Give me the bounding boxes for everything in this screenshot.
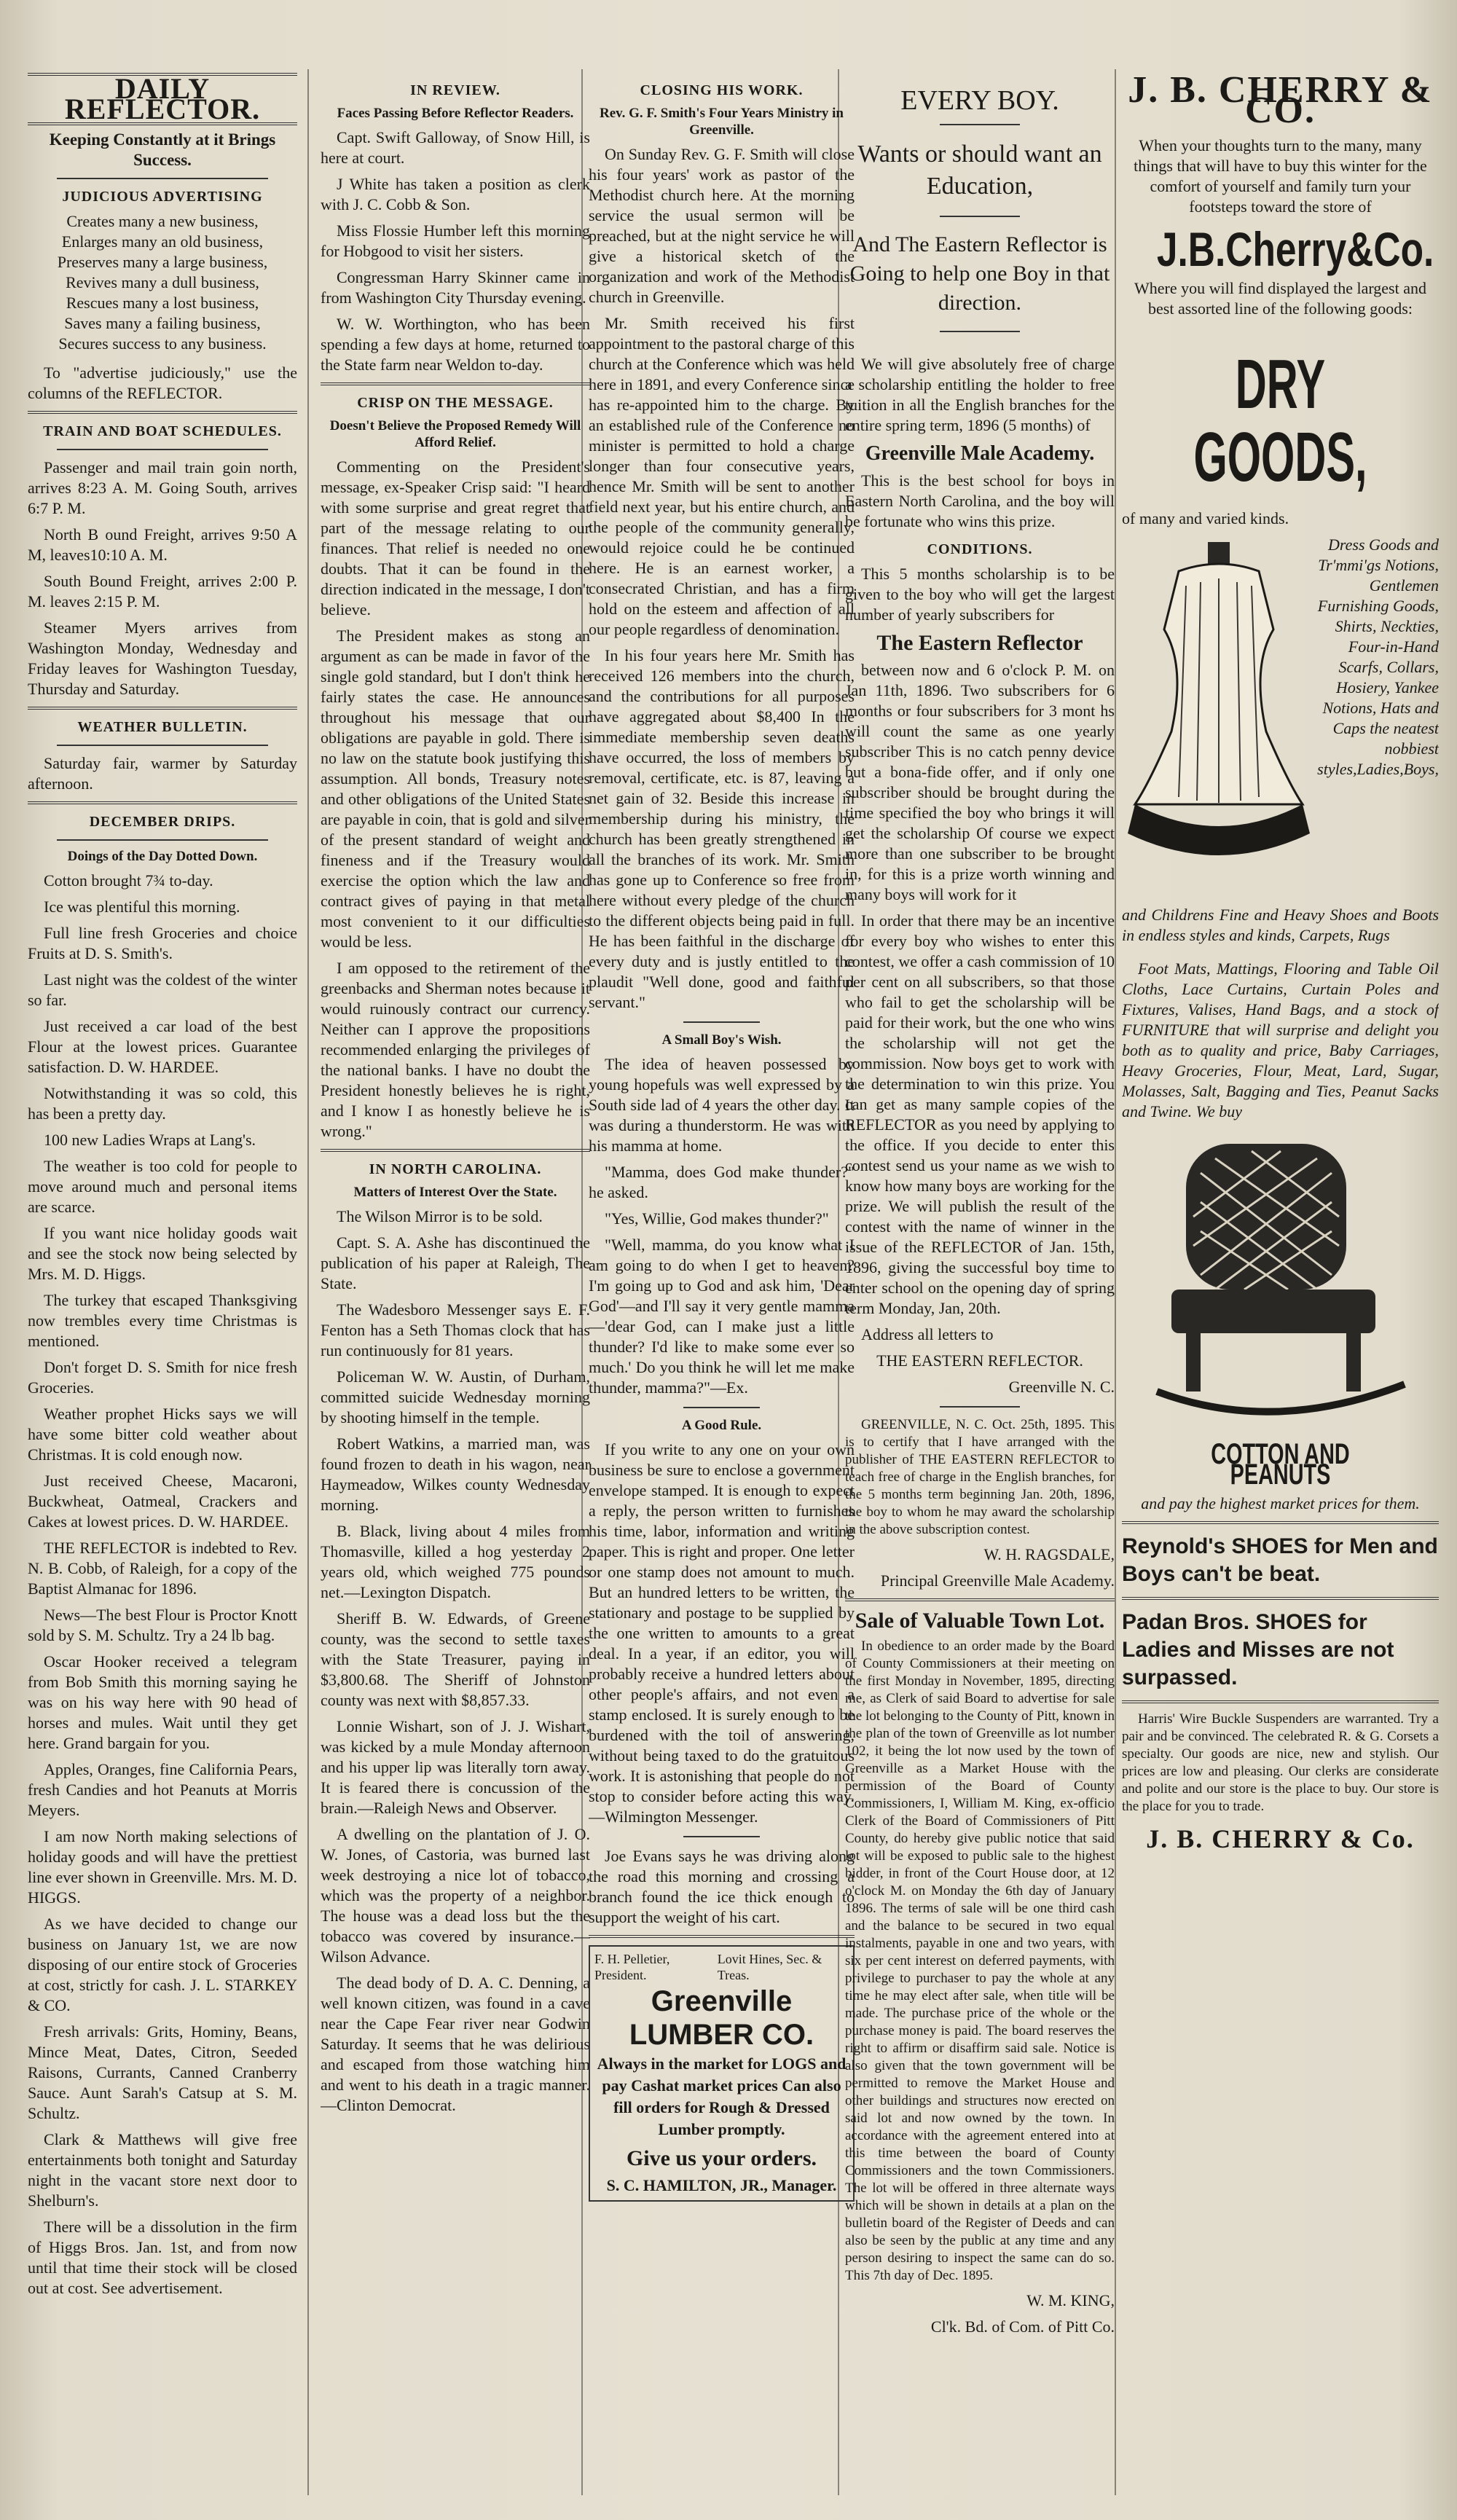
conditions-article	[845, 660, 1115, 1319]
corset-illustration	[1128, 542, 1310, 884]
list-item: A dwelling on the plantation of J. O. W. Jones, of Castoria, was burned last week destroying a nice lot of tobacco, which was the property of a neighbor. The house was a dead loss but the the tobacco was covered by insurance.—Wilson Advance.	[321, 1825, 590, 1966]
list-item: Last night was the coldest of the winter so far.	[28, 970, 297, 1009]
section-heading: Sale of Valuable Town Lot.	[855, 1609, 1105, 1633]
list-item: W. W. Worthington, who has been spending a few days at home, returned to the State farm near Weldon to-day.	[321, 315, 590, 374]
paragraph: To "advertise judiciously," use the columns of the REFLECTOR.	[28, 364, 297, 402]
column-4	[845, 73, 1115, 2492]
dry-goods-heading: DRY GOODS,	[1193, 345, 1367, 496]
list-item: Miss Flossie Humber left this morning for Hobgood to visit her sisters.	[321, 221, 590, 260]
list-line: Creates many a new business,	[66, 212, 259, 230]
list-item: Full line fresh Groceries and choice Fruits at D. S. Smith's.	[28, 924, 297, 962]
list-item: The weather is too cold for people to move around much and personal items are scarce.	[28, 1157, 297, 1216]
signature: W. M. KING,	[1026, 2291, 1115, 2309]
section-heading: IN REVIEW.	[410, 82, 500, 98]
section-subheading: Rev. G. F. Smith's Four Years Ministry in Greenville.	[600, 106, 844, 138]
section-subheading: Faces Passing Before Reflector Readers.	[337, 106, 574, 121]
section-subheading: Matters of Interest Over the State.	[353, 1185, 557, 1200]
list-item: Passenger and mail train goin north, arrives 8:23 A. M. Going South, arrives 6:7 P. M.	[28, 458, 297, 517]
column-1	[28, 73, 297, 2492]
list-item: between now and 6 o'clock P. M. on Jan 11th, 1896. Two subscribers for 6 months or four subscribers for 3 mont hs will count the same as one yearly subscriber This is no catch penny device but a bona-fide offer, and if only one subscriber should be brought during the time specified the boy who brings it will get the scholarship Of course we expect more than one subscriber to be brought in, for this is a prize worth winning and many boys will work for it	[845, 661, 1115, 903]
list-item: Steamer Myers arrives from Washington Monday, Wednesday and Friday leaves for Washington Tuesday, Thursday and Saturday.	[28, 619, 297, 698]
address-name: THE EASTERN REFLECTOR.	[876, 1351, 1083, 1370]
signature-title: Cl'k. Bd. of Com. of Pitt Co.	[930, 2317, 1115, 2336]
section-subheading: Doings of the Day Dotted Down.	[67, 849, 258, 864]
tagline: Keeping Constantly at it Brings Success.	[49, 130, 276, 169]
lumber-name-2: LUMBER CO.	[629, 2019, 814, 2051]
list-item: The turkey that escaped Thanksgiving now trembles every time Christmas is mentioned.	[28, 1291, 297, 1350]
section-heading: IN NORTH CAROLINA.	[369, 1161, 542, 1177]
list-item: Clark & Matthews will give free entertainments both tonight and Saturday night in the vacant store next door to Shelburn's.	[28, 2130, 297, 2210]
list-item: Just received Cheese, Macaroni, Buckwheat, Oatmeal, Crackers and Cakes at lowest prices. D. W. HARDEE.	[28, 1472, 297, 1531]
cherry-footer: J. B. CHERRY & Co.	[1146, 1824, 1415, 1853]
lumber-manager: S. C. HAMILTON, JR., Manager.	[606, 2176, 837, 2194]
section-heading: A Good Rule.	[681, 1418, 762, 1433]
lumber-text: Always in the market for LOGS and pay Cashat market prices Can also fill orders for Rough & Dressed Lumber promptly.	[597, 2054, 847, 2138]
list-item: News—The best Flour is Proctor Knott sold by S. M. Schultz. Try a 24 lb bag.	[28, 1606, 297, 1644]
list-item: Capt. S. A. Ashe has discontinued the publication of his paper at Raleigh, The State.	[321, 1233, 590, 1292]
signature-title: Principal Greenville Male Academy.	[880, 1571, 1115, 1590]
section-heading: CRISP ON THE MESSAGE.	[357, 395, 554, 411]
list-item: North B ound Freight, arrives 9:50 A M, leaves10:10 A. M.	[28, 525, 297, 564]
list-item: On Sunday Rev. G. F. Smith will close his four years' work as pastor of the Methodist church here. At the morning service the usual sermon will be preached, but at the night service he will give a historical sketch of the organization and work of the Methodist church in Greenville.	[589, 145, 855, 306]
list-item: Mr. Smith received his first appointment to the pastoral charge of this church at the Conference which was held here in 1891, and every Conference since has re-appointed him to the charge. By an established rule of the Conference no minister is permitted to hold a charge longer than four consecutive years, hence Mr. Smith will be sent to another field next year, but his entire church, and the people of the community generally, would rejoice could he be continued here. He is an earnest worker, a consecrated Christian, and has a firm hold on the esteem and affection of all our people regardless of denomination.	[589, 314, 855, 638]
list-item: Oscar Hooker received a telegram from Bob Smith this morning saying he was on his way here with 90 head of horses and mules. Wait until they get here. Grand bargain for you.	[28, 1652, 297, 1752]
list-item: In order that there may be an incentive for every boy who wishes to enter this contest, we offer a cash commission of 10 per cent on all subscribers, so that those who fail to get the scholarship will be paid for their work, but the one who wins the scholarship will not get the commission. Now boys get to work with the determination to win this prize. You can get as many sample copies of the REFLECTOR as you need by applying to the office. If you decide to enter this contest send us your name as we wish to know how many boys are working for the prize. We will publish the result of the contest with the name of winner in the issue of the REFLECTOR of Jan. 15th, 1896, giving the successful boy time to enter school on the opening day of spring term Monday, Jan, 20th.	[845, 911, 1115, 1317]
column-5	[1122, 73, 1439, 2492]
list-item: The Wilson Mirror is to be sold.	[337, 1207, 543, 1225]
academy-name: Greenville Male Academy.	[865, 442, 1095, 465]
list-item: Notwithstanding it was so cold, this has been a pretty day.	[28, 1084, 297, 1123]
lumber-president: F. H. Pelletier, President.	[594, 1952, 670, 1982]
paragraph: When your thoughts turn to the many, many things that will have to buy this winter for the comfort of yourself and family turn your footsteps toward the store of	[1134, 136, 1427, 216]
cherry-logo: J.B.Cherry&Co.	[1156, 222, 1434, 276]
nc-list	[321, 1206, 590, 2116]
train-schedule-list	[28, 458, 297, 699]
list-item: Sheriff B. W. Edwards, of Greene county, was the second to settle taxes with the State Treasurer, paying in $3,800.68. The Sheriff of Johnston county was next with $8,857.33.	[321, 1609, 590, 1709]
paragraph: This is the best school for boys in Eastern North Carolina, and the boy will be fortunate who wins this prize.	[845, 471, 1115, 530]
list-item: Apples, Oranges, fine California Pears, fresh Candies and hot Peanuts at Morris Meyers.	[28, 1760, 297, 1819]
list-item: I am now North making selections of holiday goods and will have the prettiest line ever shown in Greenville. Mrs. M. D. HIGGS.	[28, 1827, 297, 1907]
lumber-ad	[589, 1945, 855, 2202]
signature: W. H. RAGSDALE,	[983, 1545, 1115, 1563]
list-line: Rescues many a lost business,	[66, 294, 259, 312]
list-item: THE REFLECTOR is indebted to Rev. N. B. Cobb, of Raleigh, for a copy of the Baptist Almanac for 1896.	[28, 1539, 297, 1598]
address-city: Greenville N. C.	[1008, 1378, 1115, 1396]
column-rule	[1115, 69, 1116, 2495]
list-item: 100 new Ladies Wraps at Lang's.	[44, 1131, 256, 1149]
list-item: The President makes as stong an argument as can be made in favor of the single gold standard, but I don't think he fairly states the case. He announces throughout his message that our obligations are payable in gold. There is no law on the statute book justifying this assumption. All bonds, Treasury notes and other obligations of the United States are payable in coin, that is gold and silver of the present standard of weight and fineness and if the Treasury would exercise the option which the law and contract gives of paying in that metal most convenient to it our difficulties would be less.	[321, 627, 590, 951]
list-item: The dead body of D. A. C. Denning, a well known citizen, was found in a cave near the Cape Fear river near Godwin Saturday. It seems that he was delirious and escaped from those watching him and went to his death in a tragic manner.—Clinton Democrat.	[321, 1974, 590, 2114]
list-item: There will be a dissolution in the firm of Higgs Bros. Jan. 1st, and from now until that time their stock will be closed out at cost. See advertisement.	[28, 2218, 297, 2297]
ad-headline: And The Eastern Reflector is Going to help one Boy in that direction.	[849, 232, 1110, 315]
list-item: Congressman Harry Skinner came in from Washington City Thursday evening.	[321, 268, 590, 307]
cotton-peanuts: COTTON AND PEANUTS	[1211, 1438, 1350, 1491]
section-heading: TRAIN AND BOAT SCHEDULES.	[43, 423, 282, 439]
wish-article	[589, 1054, 855, 1398]
paragraph: If you write to any one on your own business be sure to enclose a government envelope stamped. It is enough to expect a reply, the person written to furnishes his time, labor, information and writing paper. This is right and proper. One letter or one stamp does not amount to much. But an hundred letters to be written, the stationary and postage to be supplied by the one written to amounts to a great deal. In a year, if an editor, you will probably receive a hundred letters about other people's affairs, and not even a stamp enclosed. It is surely enough to be burdened with the toil of answering, without being taxed to do the gratuitous work. It is astonishing that people do not stop to consider before acting this way.—Wilmington Messenger.	[589, 1440, 855, 1826]
list-item: Lonnie Wishart, son of J. J. Wishart, was kicked by a mule Monday afternoon and his upper lip was literally torn away. It is feared there is concussion of the brain.—Raleigh News and Observer.	[321, 1717, 590, 1817]
list-item: Just received a car load of the best Flour at the lowest prices. Guarantee satisfaction. D. W. HARDEE.	[28, 1017, 297, 1076]
paragraph: This 5 months scholarship is to be given to the boy who will get the largest number of yearly subscribers for	[845, 565, 1115, 624]
reflector-name: The Eastern Reflector	[876, 631, 1083, 655]
list-item: Weather prophet Hicks says we will have some bitter cold weather about Christmas. It is cold enough now.	[28, 1405, 297, 1464]
section-heading: JUDICIOUS ADVERTISING	[62, 189, 263, 205]
column-2	[321, 73, 590, 2492]
list-item: J White has taken a position as clerk with J. C. Cobb & Son.	[321, 175, 590, 213]
lumber-call: Give us your orders.	[626, 2146, 817, 2170]
masthead: DAILY REFLECTOR.	[28, 73, 297, 125]
list-item: The Wadesboro Messenger says E. F. Fenton has a Seth Thomas clock that has run continuously for 81 years.	[321, 1300, 590, 1359]
paragraph: GREENVILLE, N. C. Oct. 25th, 1895. This is to certify that I have arranged with the publisher of THE EASTERN REFLECTOR to teach free of charge in the English branches, for the 5 months term beginning Jan. 20th, 1896, the boy to whom he may award the scholarship in the above subscription contest.	[845, 1417, 1115, 1537]
list-item: Capt. Swift Galloway, of Snow Hill, is here at court.	[321, 128, 590, 167]
list-line: Enlarges many an old business,	[61, 232, 264, 251]
paragraph: Foot Mats, Mattings, Flooring and Table Oil Cloths, Lace Curtains, Curtain Poles and Fixtures, Valises, Hand Bags, and a stock of FURNITURE that will surprise and delight you both as to quality and price, Baby Carriages, Heavy Groceries, Flour, Meat, Lard, Sugar, Molasses, Salt, Bagging and Ties, Peanut Sacks and Twine. We buy	[1122, 959, 1439, 1120]
list-item: If you want nice holiday goods wait and see the stock now being selected by Mrs. M. D. Higgs.	[28, 1224, 297, 1283]
list-item: Ice was plentiful this morning.	[44, 898, 240, 916]
list-line: Saves many a failing business,	[64, 314, 261, 332]
list-line: Preserves many a large business,	[57, 253, 268, 271]
list-item: Robert Watkins, a married man, was found frozen to death in his wagon, near Haymeadow, Wilkes county Wednesday morning.	[321, 1434, 590, 1514]
paragraph: Harris' Wire Buckle Suspenders are warranted. Try a pair and be convinced. The celebrated R. & G. Corsets a specialty. Our goods are nice, new and stylish. Our prices are low and pleasing. Our clerks are considerate and polite and our store is the place to buy. Our store is the place for you to trade.	[1122, 1711, 1439, 1814]
paragraph: We will give absolutely free of charge a scholarship entitling the holder to free tuition in all the English branches for the entire spring term, 1896 (5 months) of	[845, 355, 1115, 434]
section-heading: A Small Boy's Wish.	[661, 1032, 782, 1048]
lumber-secretary: Lovit Hines, Sec. & Treas.	[717, 1952, 822, 1982]
list-item: Policeman W. W. Austin, of Durham, committed suicide Wednesday morning by shooting himself in the temple.	[321, 1367, 590, 1426]
section-heading: WEATHER BULLETIN.	[77, 719, 248, 735]
list-item: "Yes, Willie, God makes thunder?"	[605, 1209, 829, 1228]
list-line: Secures success to any business.	[58, 334, 267, 353]
drips-list	[28, 871, 297, 2299]
corset-row	[1122, 535, 1439, 892]
paragraph: Joe Evans says he was driving along the road this morning and crossing a branch found the ice thick enough to support the weight of his cart.	[589, 1847, 855, 1926]
list-item: "Mamma, does God make thunder?" he asked.	[589, 1163, 855, 1201]
list-item: Commenting on the President's message, ex-Speaker Crisp said: "I heard with some surprise and great regret that part of the message relating to our finances. That relief is needed no one doubts. That it can be found in the direction indicated in the message, I don't believe.	[321, 458, 590, 619]
list-item: As we have decided to change our business on January 1st, we are now disposing of our entire stock of Groceries at cost, strictly for cash. J. L. STARKEY & CO.	[28, 1915, 297, 2014]
list-item: Fresh arrivals: Grits, Hominy, Beans, Mince Meat, Dates, Citron, Seeded Raisons, Currants, Canned Cranberry Sauce. Aunt Sarah's Catsup at S. M. Schultz.	[28, 2022, 297, 2122]
list-item: B. Black, living about 4 miles from Thomasville, killed a hog yesterday 2 years old, which weighed 775 pounds net.—Lexington Dispatch.	[321, 1522, 590, 1601]
cherry-header: J. B. CHERRY & CO.	[1128, 73, 1433, 131]
paragraph: In obedience to an order made by the Board of County Commissioners at their meeting on the first Monday in November, 1895, directing me, as Clerk of said Board to advertise for sale the lot belonging to the County of Pitt, known in the plan of the town of Greenville as lot number 102, it being the lot now used by the town of Greenville as a Market House with the permission of the Board of County Commissioners, I, William M. King, ex-officio Clerk of the Board of Commissioners of Pitt County, do hereby give public notice that said lot will be exposed to public sale to the highest bidder, in front of the Court House door, at 12 o'clock M. on Monday the 6th day of January 1896. The terms of sale will be one third cash and the balance to be secured in two equal instalments, payable in one and two years, with six per cent interest on deferred payments, with privilege to purchaser to pay the whole at any time he may elect after sale, when title will be made. The purchase price of the whole or the purchase money is paid. The board reserves the right to affirm or disaffirm said sale. Notice is also given that the town government will be permitted to remove the Market House and other buildings and structures now erected on said lot and now owned by the town. In accordance with the agreement entered into at this time between the board of County Commissioners and the town Commissioners. The lot will be offered in three alternate ways which will be shown in details at a plan on the bulletin board of the Register of Deeds and can also be seen by the public at any time and any person desiring to inspect the same can do so. This 7th day of Dec. 1895.	[845, 1638, 1115, 2283]
list-line: Revives many a dull business,	[66, 273, 259, 291]
rocking-chair-illustration	[1142, 1129, 1419, 1435]
section-heading: CONDITIONS.	[927, 541, 1033, 557]
paragraph: and Childrens Fine and Heavy Shoes and Boots in endless styles and kinds, Carpets, Rugs	[1122, 906, 1439, 944]
ad-headline: Wants or should want an Education,	[857, 141, 1102, 200]
lumber-name: Greenville	[651, 1985, 793, 2017]
judicious-list	[28, 211, 297, 354]
paragraph: of many and varied kinds.	[1122, 509, 1289, 527]
ad-title: EVERY BOY.	[900, 85, 1059, 116]
paragraph: and pay the highest market prices for them.	[1141, 1494, 1420, 1512]
list-item: South Bound Freight, arrives 2:00 P. M. leaves 2:15 P. M.	[28, 572, 297, 611]
list-item: In his four years here Mr. Smith has received 126 members into the church, and the contributions for all purposes have aggregated about $8,400 In the immediate membership seven deaths have occurred, the loss of members by removal, certificate, etc. is 87, leaving a net gain of 32. Beside this increase in membership during his ministry, the church has been greatly strengthened in all the branches of its work. Mr. Smith has gone up to Conference so free from here without every pledge of the church to the different objects being paid in full. He has been faithful in the discharge of every duty and is justly entitled to the plaudit "Well done, good and faithful servant."	[589, 646, 855, 1011]
section-subheading: Doesn't Believe the Proposed Remedy Will Afford Relief.	[329, 418, 581, 450]
shoe-ad: Reynold's SHOES for Men and Boys can't be beat.	[1122, 1534, 1438, 1586]
column-rule	[307, 69, 309, 2495]
paragraph: Where you will find displayed the largest and best assorted line of the following goods:	[1134, 279, 1426, 318]
shoe-ad: Padan Bros. SHOES for Ladies and Misses are not surpassed.	[1122, 1610, 1394, 1689]
review-list	[321, 127, 590, 375]
closing-article	[589, 144, 855, 1013]
list-item: Don't forget D. S. Smith for nice fresh Groceries.	[28, 1358, 297, 1397]
goods-list: Dress Goods and Tr'mmi'gs Notions, Gentlemen Furnishing Goods, Shirts, Neckties, Four-in-Hand Scarfs, Collars, Hosiery, Yankee Notions, Hats and Caps the neatest nobbiest styles,Ladies,Boys,	[1317, 535, 1439, 778]
list-item: "Well, mamma, do you know what I am going to do when I get to heaven? I'm going up to God and ask him, 'Dear God'—and I'll say it very gentle mamma—'dear God, can I make just a little thunder? I'd like to make some ever so much.' Do you think he will let me make thunder, mamma?"—Ex.	[589, 1236, 855, 1397]
paragraph: Saturday fair, warmer by Saturday afternoon.	[28, 754, 297, 793]
list-item: Cotton brought 7¾ to-day.	[44, 871, 213, 890]
list-item: I am opposed to the retirement of the greenbacks and Sherman notes because it would ruinously contract our currency. Neither can I approve the propositions recommended enlarging the privileges of the national banks. I have no doubt the President honestly believes he is right, and I know I as honestly believe he is wrong."	[321, 959, 590, 1140]
crisp-article	[321, 457, 590, 1142]
section-heading: DECEMBER DRIPS.	[89, 814, 236, 830]
paragraph: Address all letters to	[861, 1325, 994, 1343]
section-heading: CLOSING HIS WORK.	[640, 82, 804, 98]
list-item: The idea of heaven possessed by young hopefuls was well expressed by a South side lad of 4 years the other day. It was during a thunderstorm. He was with his mamma at home.	[589, 1055, 855, 1155]
column-3	[589, 73, 855, 2492]
